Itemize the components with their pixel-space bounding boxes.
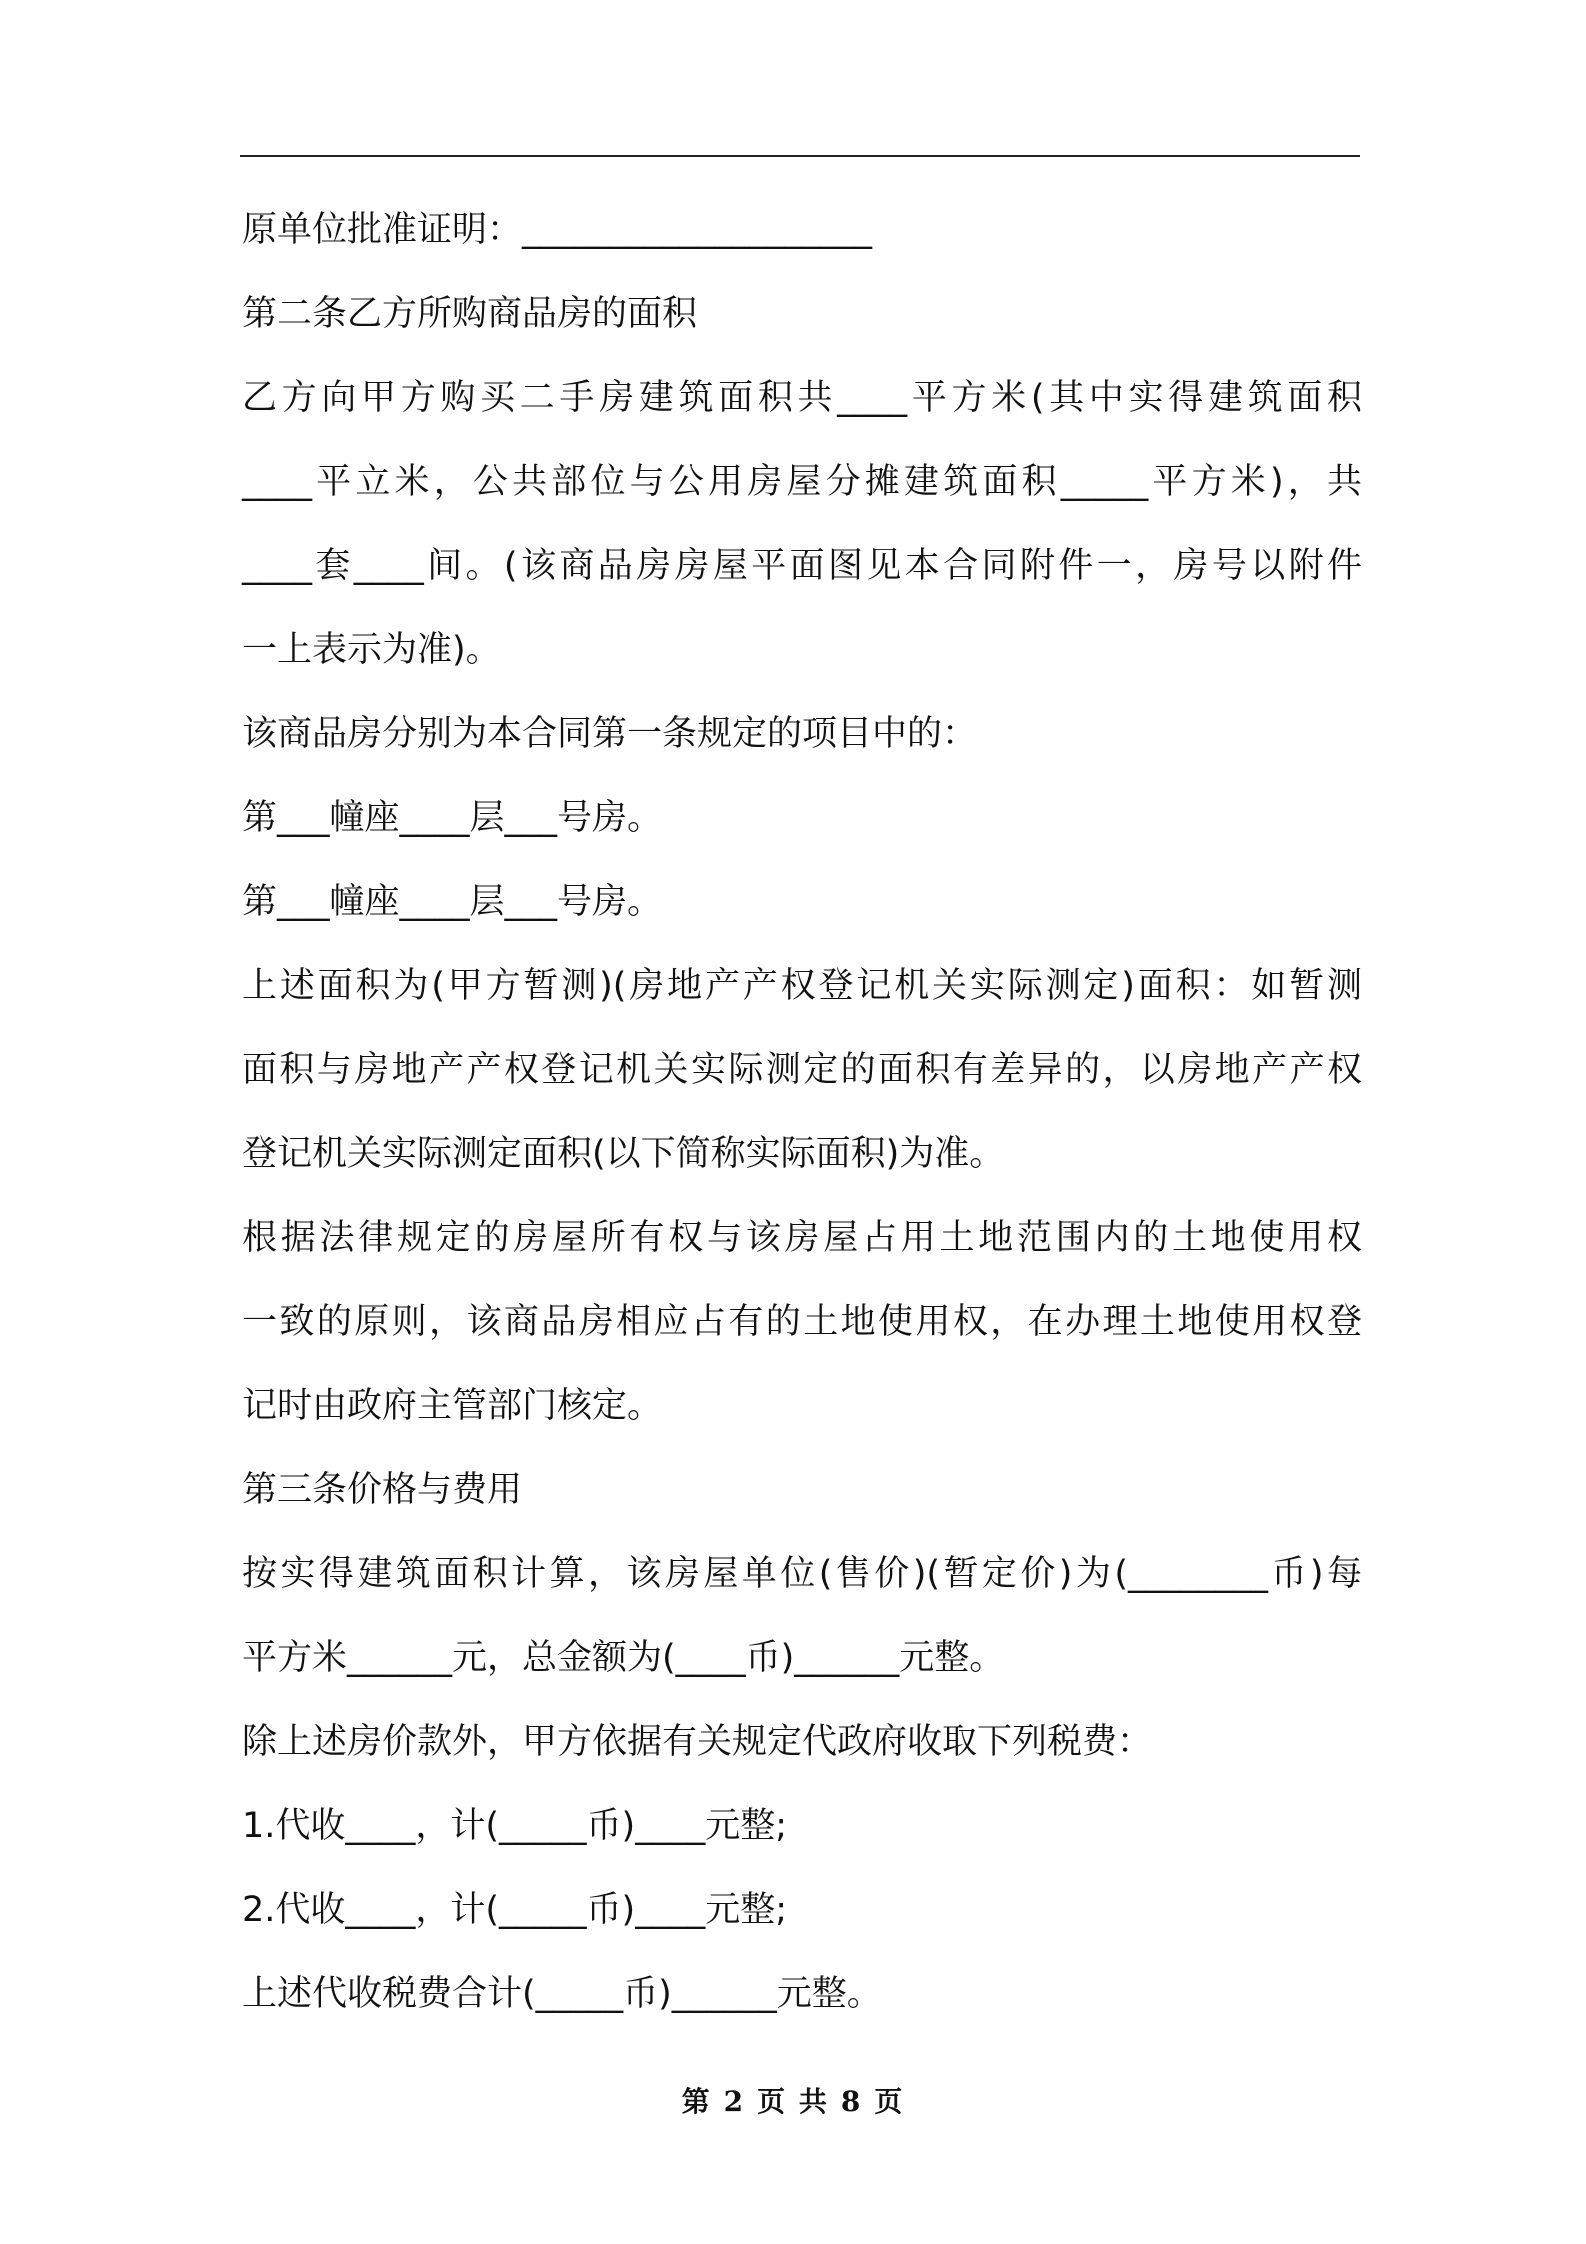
text-line-area-2: ____平立米，公共部位与公用房屋分摊建筑面积_____平方米)，共 <box>242 462 1362 502</box>
total-pages-number: 8 <box>840 2085 863 2118</box>
text-line-measure-3: 登记机关实际测定面积(以下简称实际面积)为准。 <box>242 1134 1005 1174</box>
text-line-price-2: 平方米______元，总金额为(____币)______元整。 <box>242 1638 1005 1678</box>
text-line-unit-1: 第___幢座____层___号房。 <box>242 798 663 838</box>
text-line-land-2: 一致的原则，该商品房相应占有的土地使用权，在办理土地使用权登 <box>242 1302 1362 1342</box>
page-prefix: 第 <box>681 2085 712 2118</box>
text-line-tax-item-2: 2.代收____，计(_____币)____元整; <box>242 1890 787 1930</box>
text-line-land-3: 记时由政府主管部门核定。 <box>242 1386 663 1426</box>
text-line-land-1: 根据法律规定的房屋所有权与该房屋占用土地范围内的土地使用权 <box>242 1218 1362 1258</box>
page-number-footer <box>0 2080 1586 2120</box>
document-body <box>242 200 1362 2048</box>
page-mid-text: 页 共 <box>757 2085 829 2118</box>
page-suffix: 页 <box>874 2085 905 2118</box>
text-line-tax-item-1: 1.代收____，计(_____币)____元整; <box>242 1806 787 1846</box>
text-line-unit-2: 第___幢座____层___号房。 <box>242 882 663 922</box>
text-line-area-1: 乙方向甲方购买二手房建筑面积共____平方米(其中实得建筑面积 <box>242 378 1362 418</box>
text-line-area-3: ____套____间。(该商品房房屋平面图见本合同附件一，房号以附件 <box>242 546 1362 586</box>
text-line-article-2-heading: 第二条乙方所购商品房的面积 <box>242 294 698 334</box>
text-line-tax-total: 上述代收税费合计(_____币)______元整。 <box>242 1974 882 2014</box>
text-line-area-4: 一上表示为准)。 <box>242 630 501 670</box>
current-page-number: 2 <box>723 2085 746 2118</box>
text-line-article-3-heading: 第三条价格与费用 <box>242 1470 523 1510</box>
text-line-measure-1: 上述面积为(甲方暂测)(房地产产权登记机关实际测定)面积：如暂测 <box>242 966 1362 1006</box>
header-rule <box>240 155 1360 157</box>
text-line-taxes-intro: 除上述房价款外，甲方依据有关规定代政府收取下列税费： <box>242 1722 1153 1762</box>
text-line-price-1: 按实得建筑面积计算，该房屋单位(售价)(暂定价)为(________币)每 <box>242 1554 1362 1594</box>
text-line-units-intro: 该商品房分别为本合同第一条规定的项目中的： <box>242 714 978 754</box>
text-line-measure-2: 面积与房地产产权登记机关实际测定的面积有差异的，以房地产产权 <box>242 1050 1362 1090</box>
text-line-approval-proof: 原单位批准证明：____________________ <box>242 210 873 250</box>
